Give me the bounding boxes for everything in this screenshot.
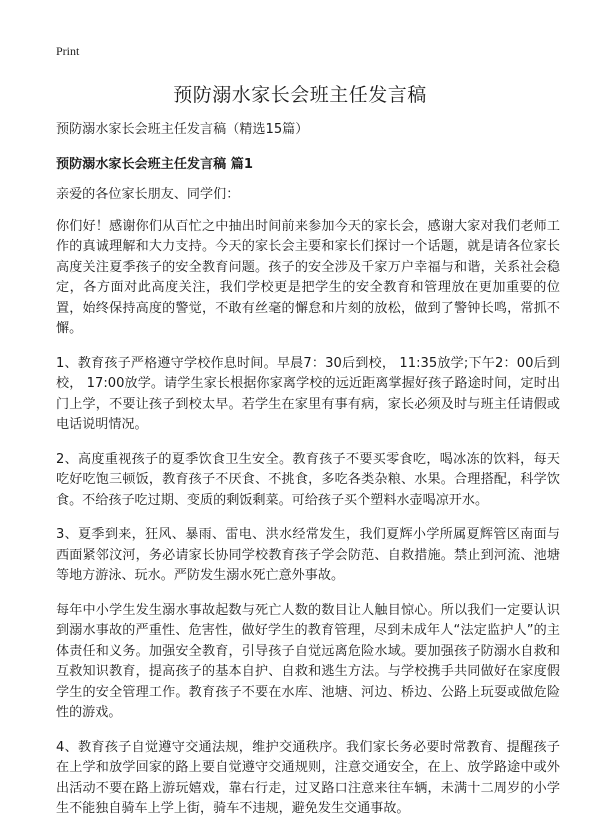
print-link[interactable]: Print — [56, 44, 80, 58]
paragraph-intro: 你们好！感谢你们从百忙之中抽出时间前来参加今天的家长会，感谢大家对我们老师工作的真诚理解和大力支持。今天的家长会主要和家长们探讨一个话题，就是请各位家长高度关注夏季孩子的安全教育问题。孩子的安全涉及千家万户幸福与和谐，关系社会稳定，各方面对此高度关注，我们学校更是把学生的安全教育和管理放在更加重要的位置，始终保持高度的警觉，不敢有丝毫的懈怠和片刻的放松，做到了警钟长鸣，常抓不懈。 — [56, 218, 560, 336]
greeting-line: 亲爱的各位家长朋友、同学们： — [56, 187, 240, 202]
document-subtitle: 预防溺水家长会班主任发言稿（精选15篇） — [56, 122, 309, 137]
paragraph-weather-water: 3、夏季到来，狂风、暴雨、雷电、洪水经常发生，我们夏辉小学所属夏辉管区南面与西面紧邻汶河，务必请家长协同学校教育孩子学会防范、自救措施。禁止到河流、池塘等地方游泳、玩水。严防发生溺水死亡意外事故。 — [56, 527, 560, 583]
page-title: 预防溺水家长会班主任发言稿 — [173, 84, 427, 106]
paragraph-food-safety: 2、高度重视孩子的夏季饮食卫生安全。教育孩子不要买零食吃，喝冰冻的饮料，每天吃好吃饱三顿饭，教育孩子不厌食、不挑食，多吃各类杂粮、水果。合理搭配，科学饮食。不给孩子吃过期、变质的剩饭剩菜。可给孩子买个塑料水壶喝凉开水。 — [56, 451, 560, 508]
paragraph-traffic: 4、教育孩子自觉遵守交通法规，维护交通秩序。我们家长务必要时常教育、提醒孩子在上学和放学回家的路上要自觉遵守交通规则，注意交通安全，在上、放学路途中或外出活动不要在路上游玩嬉戏，靠右行走，过叉路口注意来往车辆，未满十二周岁的小学生不能独自骑车上学上街，骑车不违规，避免发生交通事故。 — [56, 739, 560, 816]
paragraph-drowning-stats: 每年中小学生发生溺水事故起数与死亡人数的数目让人触目惊心。所以我们一定要认识到溺水事故的严重性、危害性，做好学生的教育管理，尽到未成年人“法定监护人”的主体责任和义务。加强安全教育，引导孩子自觉远离危险水域。要加强孩子防溺水自救和互救知识教育，提高孩子的基本自护、自救和逃生方法。与学校携手共同做好在家度假学生的安全管理工作。教育孩子不要在水库、池塘、河边、桥边、公路上玩耍或做危险性的游戏。 — [56, 602, 560, 720]
document-body — [56, 120, 560, 834]
section-heading: 预防溺水家长会班主任发言稿 篇1 — [56, 156, 253, 172]
paragraph-schedule: 1、教育孩子严格遵守学校作息时间。早晨7：30后到校， 11:35放学;下午2：00后到校， 17:00放学。请学生家长根据你家离学校的远近距离掌握好孩子路途时间，定时出门上学，不要让孩子到校太早。若学生在家里有事有病，家长必须及时与班主任请假或电话说明情况。 — [56, 355, 560, 432]
